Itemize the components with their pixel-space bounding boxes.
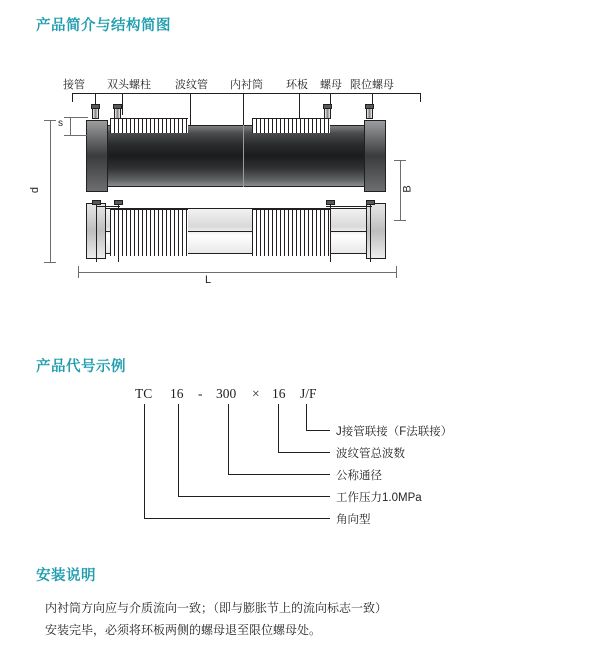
dim-L-arrow-right	[396, 266, 397, 278]
dim-L-arrow-left	[78, 266, 79, 278]
dim-B-arrow-top	[394, 160, 406, 161]
nut-lower-left2	[114, 200, 123, 205]
code-leader-type-v	[144, 404, 145, 518]
code-leader-connection-h	[306, 430, 330, 431]
callout-label-ring-plate: 环板	[286, 79, 308, 91]
code-desc-diameter: 公称通径	[336, 470, 382, 482]
callout-label-limit-nut: 限位螺母	[350, 79, 394, 91]
nut-lower-right	[326, 200, 335, 205]
code-desc-connection: J接管联接（F法联接）	[336, 426, 453, 438]
code-part-times: ×	[252, 386, 260, 401]
tie-rod-lower-left2	[118, 200, 119, 262]
product-code-diagram	[0, 378, 600, 548]
stud-bolt-upper-right2	[366, 108, 373, 119]
callout-leader-tick	[122, 93, 123, 115]
structure-diagram	[0, 60, 600, 290]
dim-s-ext-line	[70, 117, 71, 135]
bellows-corrugation-right-lower	[252, 209, 330, 256]
stud-bolt-upper-left2	[114, 108, 121, 119]
code-desc-wave-count: 波纹管总波数	[336, 448, 405, 460]
code-part-wave-count: 16	[272, 386, 286, 401]
code-leader-diameter-v	[228, 404, 229, 474]
nut-lower-left	[92, 200, 101, 205]
flange-left-upper	[86, 120, 108, 192]
bellows-corrugation-left-lower	[110, 209, 188, 256]
code-part-diameter: 300	[216, 386, 237, 401]
liner-center-line	[243, 125, 244, 187]
nut-lower-right2	[366, 200, 375, 205]
dim-L-line	[78, 272, 396, 273]
dim-s-line-top	[64, 117, 88, 118]
section-title-code: 产品代号示例	[36, 359, 126, 375]
dim-s-line-bottom	[64, 135, 88, 136]
callout-label-liner: 内衬筒	[230, 79, 263, 91]
dim-label-d: d	[29, 186, 42, 194]
dim-d-line	[50, 120, 51, 262]
callout-leader-tick	[420, 93, 421, 102]
code-desc-pressure: 工作压力1.0MPa	[336, 492, 422, 504]
code-leader-waves-h	[278, 452, 330, 453]
tie-rod-cross-right	[326, 206, 372, 207]
install-note-2: 安装完毕，必须将环板两侧的螺母退至限位螺母处。	[45, 623, 322, 637]
code-part-dash: -	[198, 386, 203, 401]
nut-upper-right	[323, 104, 332, 109]
nut-upper-right2	[365, 104, 374, 109]
dim-B-arrow-bottom	[394, 220, 406, 221]
section-title-install: 安装说明	[36, 568, 96, 584]
code-leader-pressure-v	[178, 404, 179, 496]
code-leader-waves-v	[278, 404, 279, 452]
dim-d-arrow-bottom	[44, 262, 56, 263]
code-part-connection: J/F	[300, 386, 317, 401]
code-leader-connection-v	[306, 404, 307, 430]
callout-label-nut: 螺母	[320, 79, 342, 91]
stud-bolt-upper-right	[324, 108, 331, 119]
code-leader-type-h	[144, 518, 330, 519]
flange-right-upper	[364, 120, 386, 192]
bellows-body-upper-view	[86, 125, 386, 187]
nut-upper-left	[91, 104, 100, 109]
tie-rod-lower-right2	[370, 200, 371, 262]
dim-d-arrow-top	[44, 120, 56, 121]
flange-right-lower	[366, 203, 386, 259]
code-leader-pressure-h	[178, 496, 330, 497]
callout-label-nozzle: 接管	[63, 79, 85, 91]
install-note-1: 内衬筒方向应与介质流向一致；（即与膨胀节上的流向标志一致）	[45, 601, 388, 615]
callout-label-bellows: 波纹管	[175, 79, 208, 91]
dim-label-B: B	[401, 185, 414, 193]
dim-label-L: L	[205, 274, 212, 286]
tie-rod-lower-right	[330, 200, 331, 262]
code-part-pressure: 16	[170, 386, 184, 401]
callout-label-double-end-stud: 双头螺柱	[107, 79, 151, 91]
dim-label-s: s	[58, 118, 63, 129]
code-leader-diameter-h	[228, 474, 330, 475]
callout-leader-tick	[72, 93, 73, 102]
section-title-intro: 产品简介与结构简图	[36, 18, 171, 34]
code-part-series: TC	[135, 386, 153, 401]
code-desc-type: 角向型	[336, 514, 371, 526]
tie-rod-cross-left	[96, 206, 120, 207]
bellows-corrugation-right-upper	[252, 118, 330, 133]
callout-leader-tick	[299, 93, 300, 121]
callout-leader-bar	[72, 93, 420, 94]
nut-upper-left2	[113, 104, 122, 109]
stud-bolt-upper-left	[92, 108, 99, 119]
bellows-corrugation-left-upper	[110, 118, 188, 133]
tie-rod-lower-left	[96, 200, 97, 262]
